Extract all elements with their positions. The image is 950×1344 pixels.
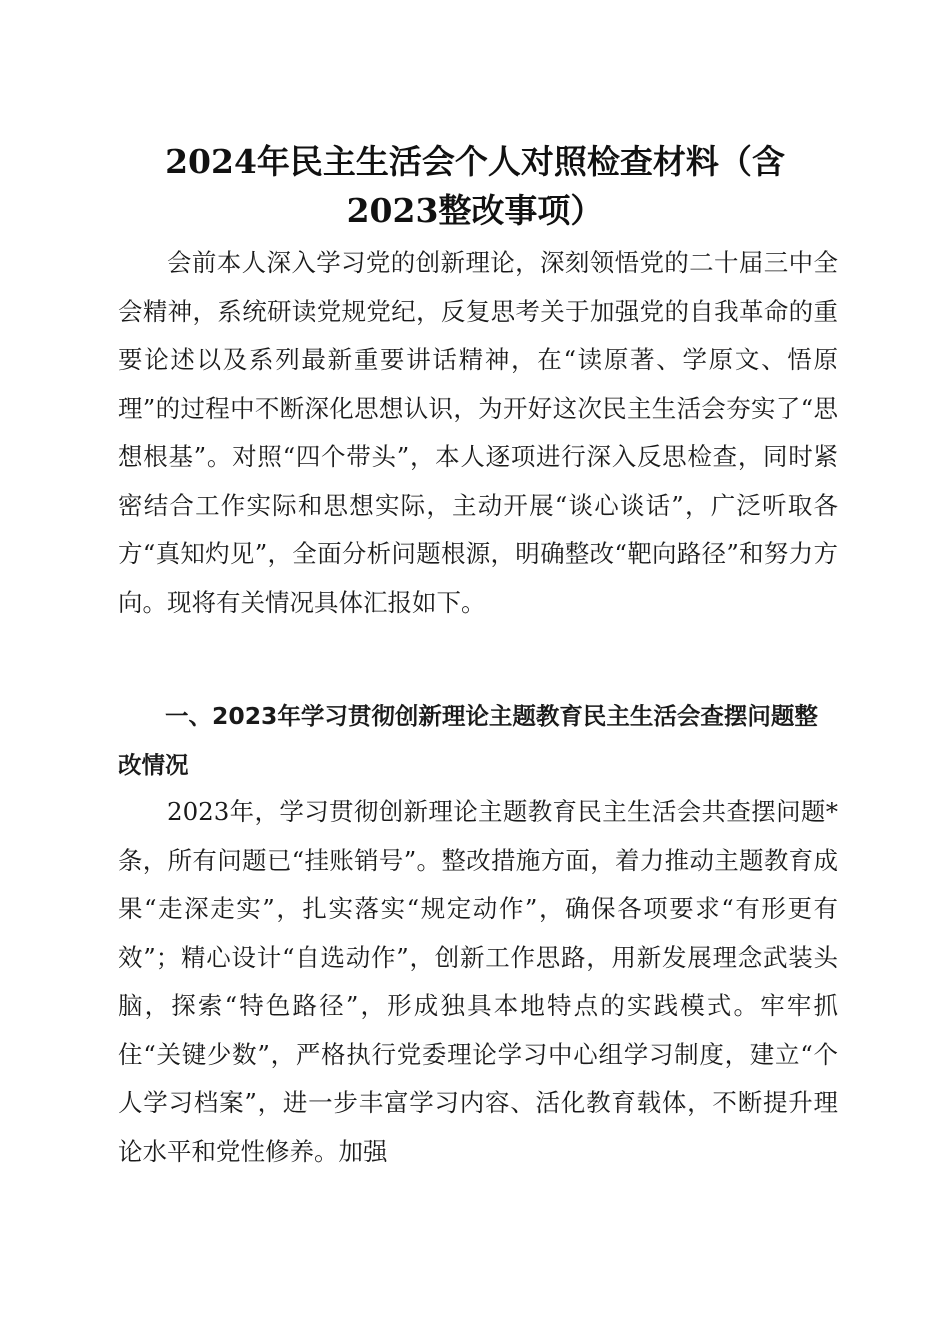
section-1-heading: 一、2023年学习贯彻创新理论主题教育民主生活会查摆问题整改情况 <box>118 702 818 779</box>
document-title-line-1: 2024年民主生活会个人对照检查材料（含 <box>165 142 785 181</box>
document-title-line-2: 2023整改事项） <box>346 191 604 230</box>
section-1-paragraph: 2023年，学习贯彻创新理论主题教育民主生活会共查摆问题*条，所有问题已“挂账销号”。整改措施方面，着力推动主题教育成果“走深走实”，扎实落实“规定动作”，确保各项要求“有形更有效”；精心设计“自选动作”，创新工作思路，用新发展理念武装头脑，探索“特色路径”，形成独具本地特点的实践模式。牢牢抓住“关键少数”，严格执行党委理论学习中心组学习制度，建立“个人学习档案”，进一步丰富学习内容、活化教育载体，不断提升理论水平和党性修养。加强 <box>118 797 838 1166</box>
intro-paragraph: 会前本人深入学习党的创新理论，深刻领悟党的二十届三中全会精神，系统研读党规党纪，反复思考关于加强党的自我革命的重要论述以及系列最新重要讲话精神，在“读原著、学原文、悟原理”的过程中不断深化思想认识，为开好这次民主生活会夯实了“思想根基”。对照“四个带头”，本人逐项进行深入反思检查，同时紧密结合工作实际和思想实际，主动开展“谈心谈话”，广泛听取各方“真知灼见”，全面分析问题根源，明确整改“靶向路径”和努力方向。现将有关情况具体汇报如下。 <box>118 248 838 617</box>
